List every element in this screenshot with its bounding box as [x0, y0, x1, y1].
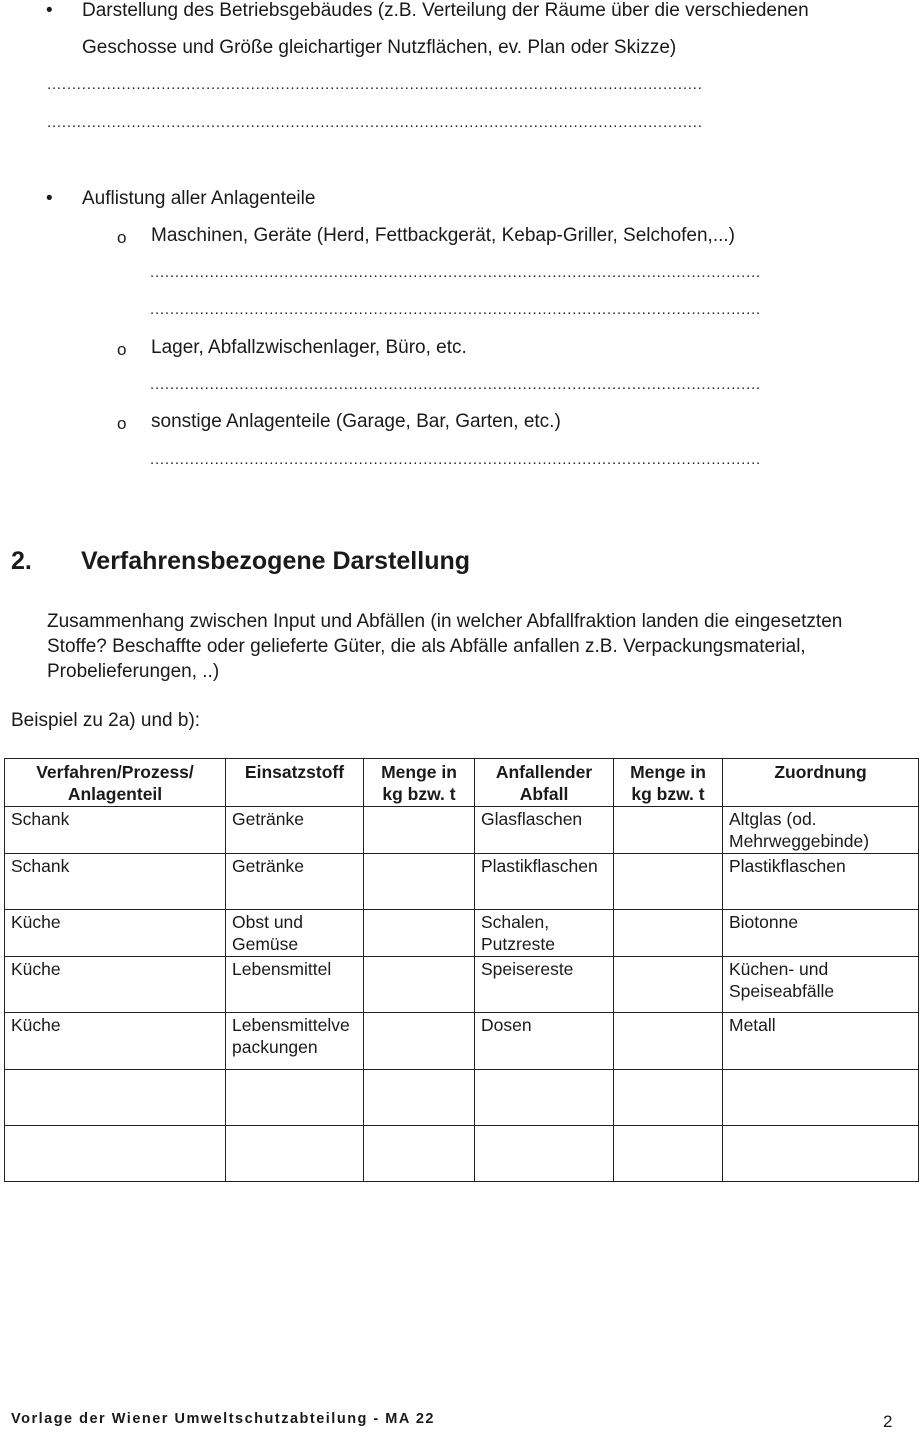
table-cell — [475, 1126, 614, 1182]
header-waste: Anfallender Abfall — [475, 759, 614, 807]
table-cell: Dosen — [475, 1013, 614, 1070]
table-cell — [364, 1070, 475, 1126]
table-cell — [5, 1070, 226, 1126]
table-cell: Obst und Gemüse — [226, 910, 364, 957]
table-cell: Lebensmittelve packungen — [226, 1013, 364, 1070]
table-cell — [364, 1126, 475, 1182]
bullet-marker: • — [46, 188, 53, 209]
section-paragraph: Zusammenhang zwischen Input und Abfällen (in welcher Abfallfraktion landen die eingesetzten Stoffe? Beschaffte oder gelieferte Güter, die als Abfälle anfallen z.B. Verpackungsmaterial, Probelieferungen, ..) — [47, 611, 843, 682]
table-cell: Küche — [5, 910, 226, 957]
table-row — [5, 1013, 919, 1070]
table-cell — [364, 1013, 475, 1070]
page-number: 2 — [883, 1412, 893, 1431]
table-cell — [614, 807, 723, 854]
sub-item-other: sonstige Anlagenteile (Garage, Bar, Garten, etc.) — [151, 411, 561, 432]
answer-dotted-line: ........................................................................................................................... — [150, 376, 761, 393]
table-cell — [226, 1126, 364, 1182]
sub-item-machines: Maschinen, Geräte (Herd, Fettbackgerät, Kebap-Griller, Selchofen,...) — [151, 225, 735, 246]
table-cell: Schalen, Putzreste — [475, 910, 614, 957]
table-cell: Glasflaschen — [475, 807, 614, 854]
sub-item-storage: Lager, Abfallzwischenlager, Büro, etc. — [151, 337, 467, 358]
table-cell — [475, 1070, 614, 1126]
answer-dotted-line: ........................................................................................................................... — [150, 301, 761, 318]
table-row — [5, 854, 919, 910]
footer-source: Vorlage der Wiener Umweltschutzabteilung - MA 22 — [11, 1411, 435, 1427]
table-cell — [5, 1126, 226, 1182]
table-cell — [364, 854, 475, 910]
table-header-row — [5, 759, 919, 807]
header-input-amount: Menge in kg bzw. t — [364, 759, 475, 807]
header-waste-amount: Menge in kg bzw. t — [614, 759, 723, 807]
section-number: 2. — [11, 547, 32, 575]
table-cell — [364, 957, 475, 1013]
table-cell: Küchen- und Speiseabfälle — [723, 957, 919, 1013]
table-cell — [614, 1126, 723, 1182]
table-cell: Altglas (od. Mehrweggebinde) — [723, 807, 919, 854]
bullet-text-line1: Darstellung des Betriebsgebäudes (z.B. Verteilung der Räume über die verschiedenen — [82, 0, 809, 21]
table-cell — [614, 957, 723, 1013]
table-cell: Metall — [723, 1013, 919, 1070]
table-row — [5, 957, 919, 1013]
table-cell: Biotonne — [723, 910, 919, 957]
answer-dotted-line: .................................................................................................................................... — [47, 76, 703, 93]
table-cell — [723, 1070, 919, 1126]
answer-dotted-line: .................................................................................................................................... — [47, 114, 703, 131]
sub-bullet-marker: o — [117, 340, 127, 359]
sub-bullet-marker: o — [117, 414, 127, 433]
table-cell: Lebensmittel — [226, 957, 364, 1013]
table-row — [5, 807, 919, 854]
table-cell: Küche — [5, 957, 226, 1013]
header-assignment: Zuordnung — [723, 759, 919, 807]
bullet-text-line2: Geschosse und Größe gleichartiger Nutzflächen, ev. Plan oder Skizze) — [82, 37, 677, 58]
sub-bullet-marker: o — [117, 228, 127, 247]
answer-dotted-line: ........................................................................................................................... — [150, 451, 761, 468]
header-process: Verfahren/Prozess/ Anlagenteil — [5, 759, 226, 807]
table-cell: Plastikflaschen — [723, 854, 919, 910]
table-cell — [614, 854, 723, 910]
answer-dotted-line: ........................................................................................................................... — [150, 264, 761, 281]
header-input-material: Einsatzstoff — [226, 759, 364, 807]
table-row — [5, 910, 919, 957]
table-cell: Schank — [5, 854, 226, 910]
table-row-empty — [5, 1126, 919, 1182]
table-cell — [614, 1013, 723, 1070]
waste-assignment-table — [4, 758, 919, 1182]
table-cell — [723, 1126, 919, 1182]
example-label: Beispiel zu 2a) und b): — [11, 710, 201, 731]
table-cell — [226, 1070, 364, 1126]
table-cell: Speisereste — [475, 957, 614, 1013]
table-cell: Schank — [5, 807, 226, 854]
table-cell: Küche — [5, 1013, 226, 1070]
table-row-empty — [5, 1070, 919, 1126]
table-cell — [614, 1070, 723, 1126]
table-cell: Getränke — [226, 807, 364, 854]
table-cell — [364, 910, 475, 957]
table-cell: Getränke — [226, 854, 364, 910]
section-title: Verfahrensbezogene Darstellung — [81, 547, 471, 575]
bullet-marker: • — [46, 0, 53, 21]
table-cell: Plastikflaschen — [475, 854, 614, 910]
table-cell — [364, 807, 475, 854]
table-cell — [614, 910, 723, 957]
list-bullet-title: Auflistung aller Anlagenteile — [82, 188, 316, 209]
